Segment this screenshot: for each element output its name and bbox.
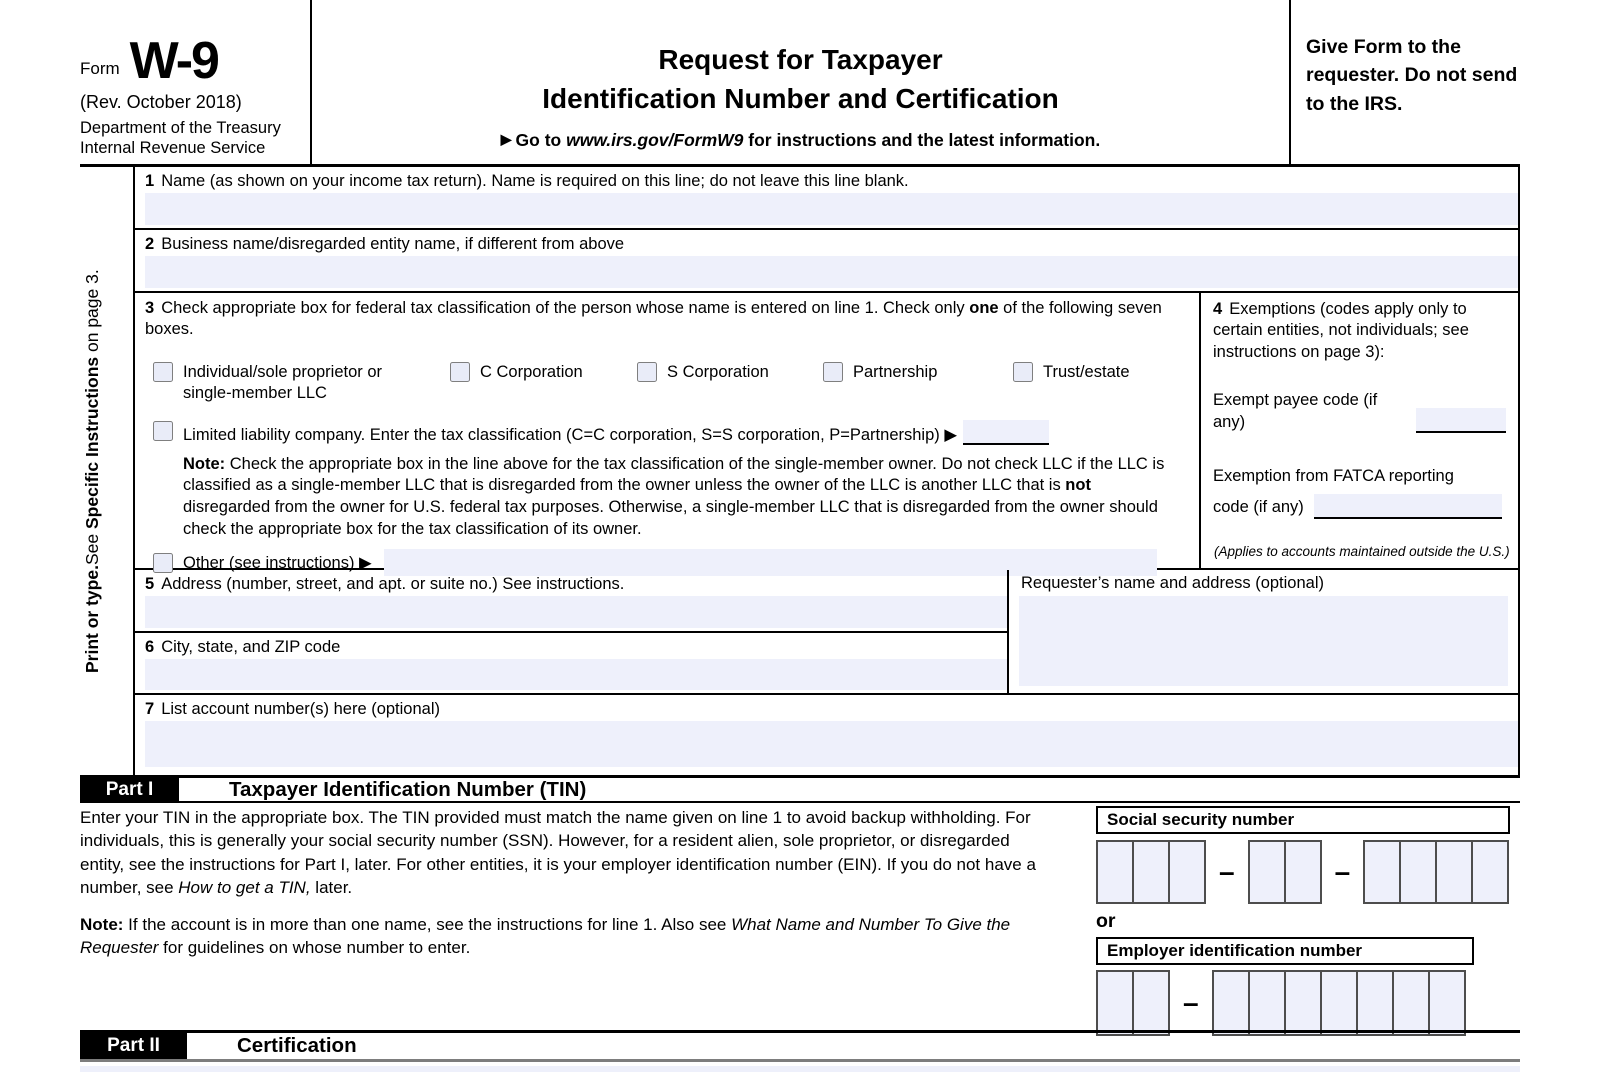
ein-dash: – xyxy=(1183,986,1199,1018)
requester-name-address-input[interactable] xyxy=(1019,596,1508,686)
option-individual-label: Individual/sole proprietor or single-member LLC xyxy=(183,362,383,403)
line2-row xyxy=(135,230,1518,293)
ssn-dash: – xyxy=(1219,856,1235,887)
line6-label: 6 City, state, and ZIP code xyxy=(145,638,341,656)
agency-name: Internal Revenue Service xyxy=(80,138,266,157)
business-name-input[interactable] xyxy=(145,256,1518,288)
ssn-label: Social security number xyxy=(1096,806,1510,834)
ssn-digit-cell[interactable] xyxy=(1284,840,1322,904)
line5-line6-row xyxy=(135,570,1518,695)
line5-label: 5 Address (number, street, and apt. or suite no.) See instructions. xyxy=(145,575,625,593)
form-id-block xyxy=(80,0,312,164)
exempt-payee-label: Exempt payee code (if any) xyxy=(1213,391,1378,431)
applies-outside-us-note: (Applies to accounts maintained outside the U.S.) xyxy=(1214,544,1510,560)
fatca-label-line2: code (if any) xyxy=(1213,498,1304,517)
ssn-digit-cell[interactable] xyxy=(1471,840,1509,904)
line1-label: 1 Name (as shown on your income tax return). Name is required on this line; do not leave this line blank. xyxy=(145,172,909,190)
form-revision: (Rev. October 2018) xyxy=(80,91,242,112)
option-trust-estate-label: Trust/estate xyxy=(1043,362,1130,381)
requester-label: Requester’s name and address (optional) xyxy=(1021,574,1324,592)
option-partnership-label: Partnership xyxy=(853,362,938,381)
line1-row xyxy=(135,167,1518,230)
line3-label: 3 Check appropriate box for federal tax classification of the person whose name is entered on line 1. Check only one of the following seven boxes. xyxy=(145,299,1162,339)
line5-row xyxy=(135,570,1007,633)
ssn-digit-cell[interactable] xyxy=(1435,840,1473,904)
ein-cells xyxy=(1096,970,1520,1036)
part1-note: Note: If the account is in more than one name, see the instructions for line 1. Also see What Name and Number To Give the Requester for guidelines on whose number to enter. xyxy=(80,915,1011,958)
part1-title: Taxpayer Identification Number (TIN) xyxy=(229,777,587,801)
option-llc-label: Limited liability company. Enter the tax classification (C=C corporation, S=S corporation, P=Partnership) ▶ xyxy=(183,425,958,444)
ssn-digit-cell[interactable] xyxy=(1248,840,1286,904)
line2-label: 2 Business name/disregarded entity name, if different from above xyxy=(145,235,625,253)
option-c-corporation xyxy=(450,361,637,405)
exempt-payee-code-input[interactable] xyxy=(1416,408,1506,433)
department-name: Department of the Treasury xyxy=(80,118,281,137)
line6-row xyxy=(135,633,1007,693)
ein-digit-cell[interactable] xyxy=(1320,970,1358,1036)
form-word: Form xyxy=(80,58,120,78)
part1-paragraph: Enter your TIN in the appropriate box. The TIN provided must match the name given on line 1 to avoid backup withholding. For individuals, this is generally your social security number (SSN). However, for a resident alien, sole proprietor, or disregarded entity, see the instructions for Part I, later. For other entities, it is your employer identification number (EIN). If you do not have a number, see How to get a TIN, later. xyxy=(80,808,1036,897)
checkbox-c-corporation[interactable] xyxy=(450,362,470,382)
sidebar-line-1: Print or type. xyxy=(82,564,102,673)
ein-digit-cell[interactable] xyxy=(1356,970,1394,1036)
option-individual xyxy=(153,361,450,405)
checkbox-s-corporation[interactable] xyxy=(637,362,657,382)
print-or-type-sidebar xyxy=(82,172,132,770)
fatca-code-input[interactable] xyxy=(1314,494,1502,519)
tax-classification-options xyxy=(145,361,1189,405)
ssn-dash: – xyxy=(1334,856,1351,887)
part2-bar xyxy=(80,1030,1520,1062)
ein-digit-cell[interactable] xyxy=(1392,970,1430,1036)
fatca-row xyxy=(1213,466,1506,518)
part2-badge: Part II xyxy=(80,1033,187,1059)
line3-section xyxy=(135,293,1199,572)
checkbox-partnership[interactable] xyxy=(823,362,843,382)
option-llc xyxy=(145,420,1189,445)
part1-bar xyxy=(80,775,1520,803)
line7-label: 7 List account number(s) here (optional) xyxy=(145,700,440,718)
ssn-digit-cell[interactable] xyxy=(1399,840,1437,904)
requester-box xyxy=(1007,570,1518,693)
address-input[interactable] xyxy=(145,596,1007,628)
checkbox-trust-estate[interactable] xyxy=(1013,362,1033,382)
ssn-digit-cell[interactable] xyxy=(1363,840,1401,904)
part2-title: Certification xyxy=(237,1034,357,1057)
line7-row xyxy=(135,695,1518,775)
ein-digit-cell[interactable] xyxy=(1248,970,1286,1036)
option-s-corporation xyxy=(637,361,823,405)
form-header xyxy=(80,0,1520,167)
tin-entry-column xyxy=(1096,806,1520,1036)
option-partnership xyxy=(823,361,1013,405)
arrow-right-icon: ▶ xyxy=(500,131,512,148)
fatca-label-line1: Exemption from FATCA reporting xyxy=(1213,467,1454,486)
form-number: W-9 xyxy=(129,32,218,90)
option-s-corporation-label: S Corporation xyxy=(667,362,769,381)
option-trust-estate xyxy=(1013,361,1130,405)
sidebar-line-2: See Specific Instructions on page 3. xyxy=(82,269,102,565)
give-form-note: Give Form to the requester. Do not send to the IRS. xyxy=(1306,36,1518,115)
ein-digit-cell[interactable] xyxy=(1428,970,1466,1036)
ssn-cells xyxy=(1096,840,1520,904)
part1-instructions xyxy=(80,806,1048,960)
line4-label: 4 Exemptions (codes apply only to certain entities, not individuals; see instructions on page 3): xyxy=(1213,300,1469,361)
checkbox-individual-sole-proprietor[interactable] xyxy=(153,362,173,382)
ein-block xyxy=(1096,937,1520,1036)
checkbox-llc[interactable] xyxy=(153,421,173,441)
exempt-payee-row xyxy=(1213,390,1506,433)
line4-section xyxy=(1199,293,1518,568)
account-numbers-input[interactable] xyxy=(145,721,1518,767)
irs-url: www.irs.gov/FormW9 xyxy=(566,130,744,151)
form-title: Request for Taxpayer Identification Number and Certification xyxy=(542,44,1059,115)
llc-note: Note: Check the appropriate box in the line above for the tax classification of the single-member owner. Do not check LLC if the LLC is classified as a single-member LLC that is disregarded from the owner unless the owner of the LLC is another LLC that is not disregarded from the owner for U.S. federal tax purposes. Otherwise, a single-member LLC that is disregarded from the owner should check the appropriate box for the tax classification of its owner. xyxy=(183,454,1165,538)
name-input[interactable] xyxy=(145,193,1518,225)
or-label: or xyxy=(1096,910,1116,932)
ein-digit-cell[interactable] xyxy=(1212,970,1250,1036)
next-field-edge xyxy=(80,1066,1520,1072)
form-title-block xyxy=(312,0,1291,164)
ssn-digit-cell[interactable] xyxy=(1132,840,1170,904)
ein-digit-cell[interactable] xyxy=(1096,970,1134,1036)
option-other-label: Other (see instructions) ▶ xyxy=(183,553,372,572)
llc-classification-input[interactable] xyxy=(963,420,1049,445)
part1-badge: Part I xyxy=(80,778,179,801)
ein-digit-cell[interactable] xyxy=(1132,970,1170,1036)
ein-digit-cell[interactable] xyxy=(1284,970,1322,1036)
option-c-corporation-label: C Corporation xyxy=(480,362,583,381)
ssn-digit-cell[interactable] xyxy=(1096,840,1134,904)
goto-instructions-line: ▶ Go to www.irs.gov/FormW9 for instructions and the latest information. xyxy=(500,130,1101,151)
ssn-digit-cell[interactable] xyxy=(1168,840,1206,904)
ein-label: Employer identification number xyxy=(1096,937,1474,965)
line3-line4-row xyxy=(135,293,1518,570)
form-fields-box xyxy=(133,167,1520,775)
city-state-zip-input[interactable] xyxy=(145,659,1007,690)
